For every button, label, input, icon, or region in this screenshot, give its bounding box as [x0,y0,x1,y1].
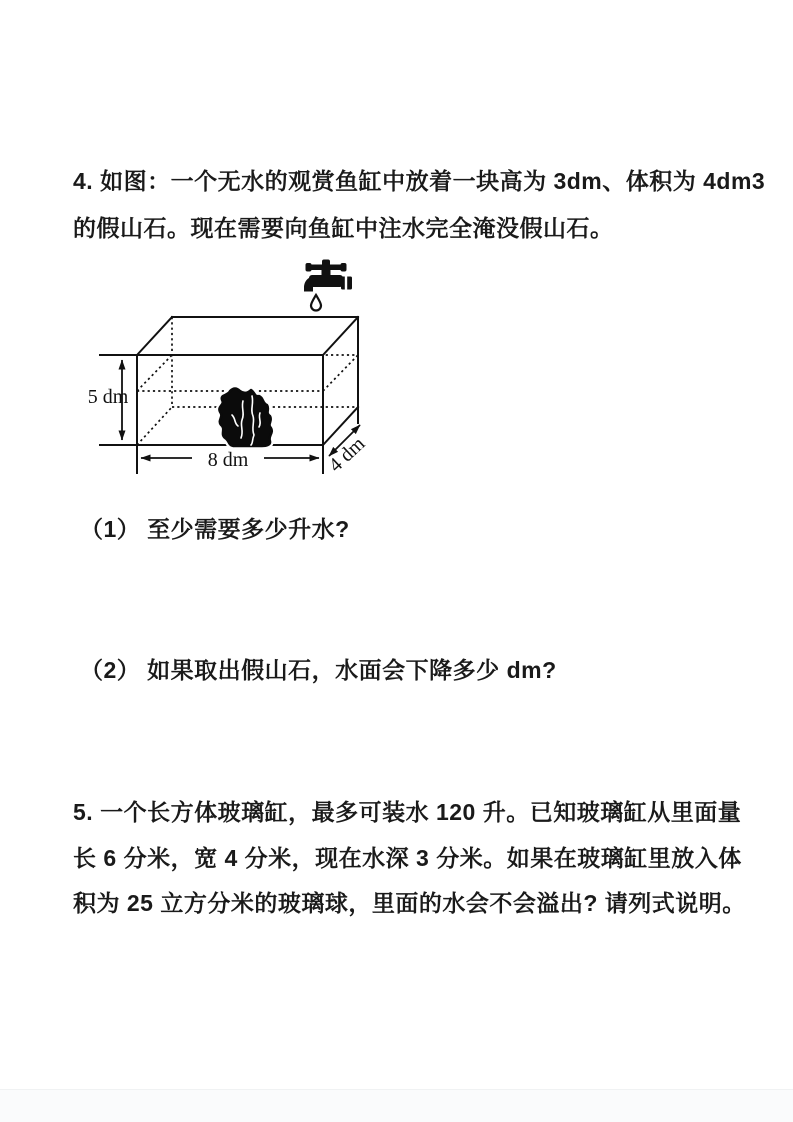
problem4-sub1: （1） 至少需要多少升水? [80,516,350,542]
problem4-line1: 4. 如图：一个无水的观赏鱼缸中放着一块高为 3dm、体积为 4dm3 [73,168,766,194]
rock-shape [219,388,272,446]
water-level-lines [137,355,358,391]
problem5-line2: 长 6 分米，宽 4 分米，现在水深 3 分米。如果在玻璃缸里放入体 [73,845,742,871]
fish-tank-figure [80,255,400,490]
faucet-icon [304,260,352,292]
water-drop-icon [311,295,321,311]
problem5-line3: 积为 25 立方分米的玻璃球，里面的水会不会溢出? 请列式说明。 [73,890,746,916]
dimension-width-arrow [141,449,319,471]
page-bottom-edge [0,1089,793,1122]
problem4-sub2: （2） 如果取出假山石，水面会下降多少 dm? [80,657,557,683]
depth-label: 4 dm [324,432,370,477]
dimension-depth-arrow [325,425,370,476]
width-label: 8 dm [207,449,249,471]
problem4-line2: 的假山石。现在需要向鱼缸中注水完全淹没假山石。 [73,215,614,241]
problem5-line1: 5. 一个长方体玻璃缸，最多可装水 120 升。已知玻璃缸从里面量 [73,799,742,825]
dimension-height-arrow [88,360,129,440]
height-label: 5 dm [87,386,129,408]
